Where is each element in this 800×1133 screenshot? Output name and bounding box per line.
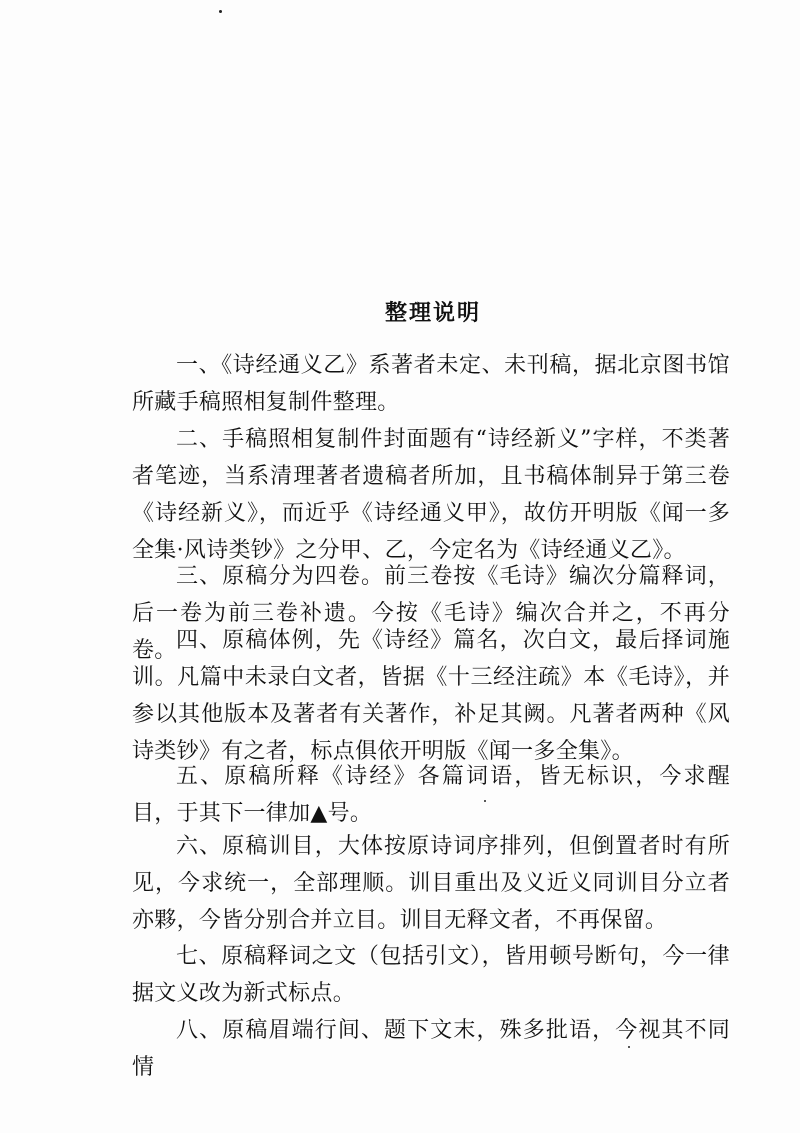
paragraph-1: 一、《诗经通义乙》系著者未定、未刊稿，据北京图书馆所藏手稿照相复制件整理。 — [132, 353, 730, 415]
scan-speck — [219, 10, 222, 13]
paragraph-2: 二、手稿照相复制件封面题有“诗经新义”字样，不类著者笔迹，当系清理著者遗稿者所加，且书稿体制异于第三卷《诗经新义》，而近乎《诗经通义甲》，故仿开明版《闻一多全集·风诗类钞》之分甲、乙，今定名为《诗经通义乙》。 — [132, 427, 730, 563]
paragraph-5: 五、原稿所释《诗经》各篇词语，皆无标识，今求醒目，于其下一律加▲号。 — [132, 764, 730, 826]
paragraph-4: 四、原稿体例，先《诗经》篇名，次白文，最后择词施训。凡篇中未录白文者，皆据《十三经注疏》本《毛诗》，并参以其他版本及著者有关著作，补足其阙。凡著者两种《风诗类钞》有之者，标点俱依开明版《闻一多全集》。 — [132, 628, 730, 764]
paragraph-7: 七、原稿释词之文（包括引文），皆用顿号断句，今一律据文义改为新式标点。 — [132, 944, 730, 1006]
paragraph-6: 六、原稿训目，大体按原诗词序排列，但倒置者时有所见，今求统一，全部理顺。训目重出及义近义同训目分立者亦夥，今皆分别合并立目。训目无释文者，不再保留。 — [132, 834, 730, 933]
document-title: 整理说明 — [384, 301, 481, 326]
paragraph-3: 三、原稿分为四卷。前三卷按《毛诗》编次分篇释词，后一卷为前三卷补遗。今按《毛诗》编次合并之，不再分卷。 — [132, 564, 730, 663]
paragraph-8: 八、原稿眉端行间、题下文末，殊多批语，今视其不同情 — [132, 1018, 730, 1080]
